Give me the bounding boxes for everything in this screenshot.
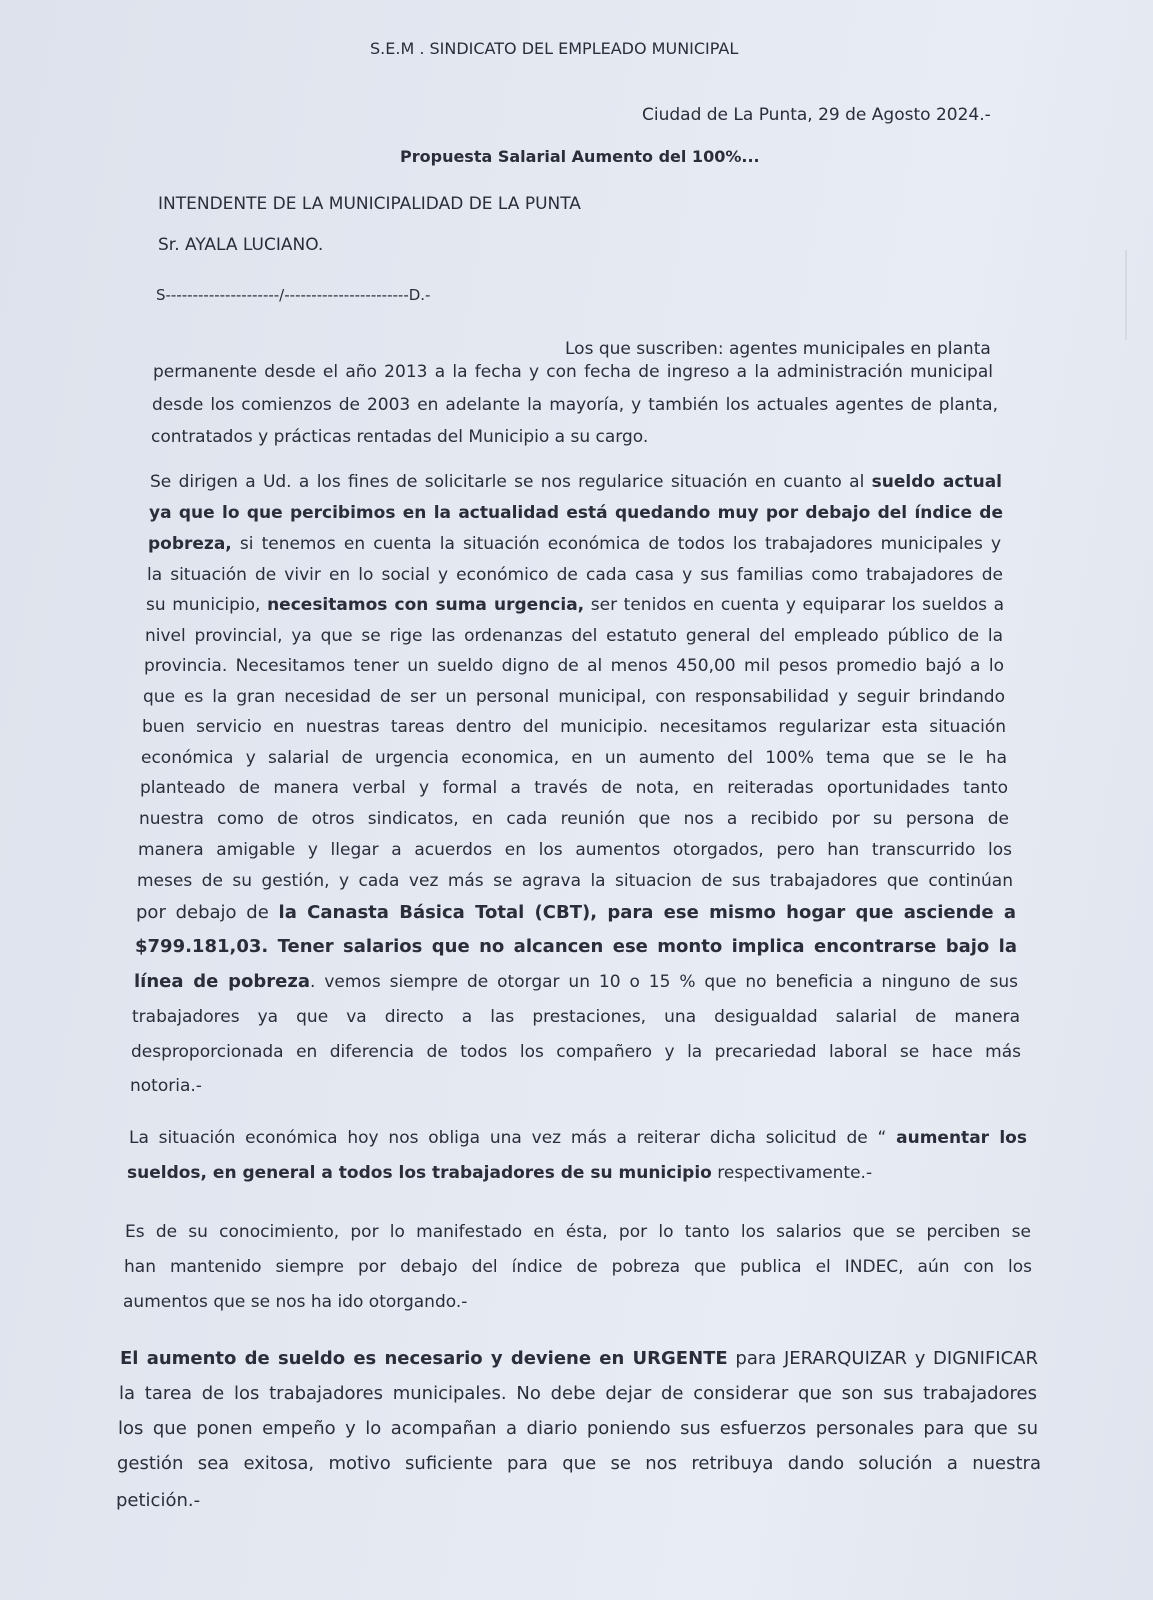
body-line-15 — [136, 902, 1016, 924]
recipient-title: INTENDENTE DE LA MUNICIPALIDAD DE LA PUNTA — [158, 194, 581, 214]
p3-line-2 — [127, 1162, 872, 1184]
body-line-1 — [150, 471, 1002, 493]
body-line-4: la situación de vivir en lo social y económico de cada casa y sus familias como trabajadores de — [147, 565, 1003, 585]
body-line-16 — [135, 936, 1017, 958]
subject-line: Propuesta Salarial Aumento del 100%... — [400, 147, 760, 166]
body-line-2: ya que lo que percibimos en la actualidad está quedando muy por debajo del índice de — [149, 503, 1003, 523]
intro-line-4: contratados y prácticas rentadas del Municipio a su cargo. — [151, 427, 649, 447]
p4-line-2: han mantenido siempre por debajo del índice de pobreza que publica el INDEC, aún con los — [124, 1257, 1032, 1277]
body-emphasis: sueldo actual — [871, 472, 1003, 492]
body-line-11: planteado de manera verbal y formal a través de nota, en reiteradas oportunidades tanto — [140, 778, 1008, 798]
body-text: su municipio, — [146, 595, 268, 615]
recipient-name: Sr. AYALA LUCIANO. — [158, 235, 324, 255]
paper-fold-shadow — [1125, 250, 1127, 340]
body-text: Se dirigen a Ud. a los fines de solicitarle se nos regularice situación en cuanto al — [150, 472, 872, 492]
body-text: si tenemos en cuenta la situación económica de todos los trabajadores municipales y — [231, 534, 1001, 554]
body-emphasis: la Canasta Básica Total (CBT), para ese mismo hogar que asciende a — [278, 902, 1016, 923]
body-line-6: nivel provincial, ya que se rige las ordenanzas del estatuto general del empleado público de la — [145, 626, 1003, 646]
body-emphasis: Tener salarios que no alcancen ese monto implica encontrarse bajo la — [268, 936, 1017, 957]
body-emphasis: pobreza, — [148, 534, 232, 554]
body-line-10: económica y salarial de urgencia economica, en un aumento del 100% tema que se le ha — [141, 748, 1007, 768]
p5-line-3: los que ponen empeño y lo acompañan a diario poniendo sus esfuerzos personales para que su — [118, 1418, 1038, 1439]
body-text: respectivamente.- — [711, 1163, 873, 1183]
body-emphasis: necesitamos con suma urgencia, — [267, 595, 585, 615]
body-text: ser tenidos en cuenta y equiparar los sueldos a — [584, 595, 1004, 615]
intro-line-1: Los que suscriben: agentes municipales en planta — [565, 339, 991, 359]
body-line-9: buen servicio en nuestras tareas dentro del municipio. necesitamos regularizar esta situación — [142, 717, 1006, 737]
body-emphasis: sueldos, en general a todos los trabajadores de su municipio — [127, 1163, 712, 1183]
intro-line-2: permanente desde el año 2013 a la fecha y con fecha de ingreso a la administración municipal — [153, 362, 993, 382]
body-text: La situación económica hoy nos obliga una vez más a reiterar dicha solicitud de “ — [129, 1128, 897, 1148]
body-emphasis: El aumento de sueldo es necesario y deviene en URGENTE — [120, 1348, 728, 1369]
p4-line-3: aumentos que se nos ha ido otorgando.- — [123, 1292, 468, 1312]
salutation: S---------------------/-----------------------D.- — [156, 286, 431, 304]
body-line-8: que es la gran necesidad de ser un personal municipal, con responsabilidad y seguir brindando — [143, 687, 1005, 707]
body-emphasis: línea de pobreza — [134, 971, 311, 992]
body-line-5 — [146, 594, 1004, 616]
body-line-3 — [148, 533, 1001, 555]
p3-line-1 — [129, 1127, 1027, 1149]
body-line-20: notoria.- — [130, 1076, 202, 1096]
body-line-19: desproporcionada en diferencia de todos los compañero y la precariedad laboral se hace más — [131, 1042, 1021, 1062]
body-line-14: meses de su gestión, y cada vez más se agrava la situacion de sus trabajadores que continúan — [137, 871, 1013, 891]
body-text: para JERARQUIZAR y DIGNIFICAR — [727, 1348, 1038, 1369]
cbt-amount: $799.181,03. — [135, 936, 269, 957]
body-emphasis: aumentar los — [896, 1128, 1027, 1148]
body-line-7: provincia. Necesitamos tener un sueldo digno de al menos 450,00 mil pesos promedio bajó a lo — [144, 656, 1004, 676]
body-line-17 — [134, 971, 1018, 993]
body-line-13: manera amigable y llegar a acuerdos en los aumentos otorgados, pero han transcurrido los — [138, 840, 1012, 860]
body-line-18: trabajadores ya que va directo a las prestaciones, una desigualdad salarial de manera — [132, 1007, 1020, 1027]
intro-line-3: desde los comienzos de 2003 en adelante la mayoría, y también los actuales agentes de planta, — [152, 395, 998, 415]
place-date: Ciudad de La Punta, 29 de Agosto 2024.- — [642, 105, 991, 125]
body-text: por debajo de — [136, 902, 279, 923]
p5-line-4: gestión sea exitosa, motivo suficiente para que se nos retribuya dando solución a nuestra — [117, 1453, 1041, 1474]
p5-line-5: petición.- — [116, 1490, 201, 1511]
p4-line-1: Es de su conocimiento, por lo manifestado en ésta, por lo tanto los salarios que se perciben se — [125, 1222, 1031, 1242]
body-line-12: nuestra como de otros sindicatos, en cada reunión que nos a recibido por su persona de — [139, 809, 1009, 829]
body-text: . vemos siempre de otorgar un 10 o 15 % que no beneficia a ninguno de sus — [310, 972, 1018, 992]
p5-line-2: la tarea de los trabajadores municipales. No debe dejar de considerar que son sus trabajadores — [119, 1383, 1037, 1404]
org-header: S.E.M . SINDICATO DEL EMPLEADO MUNICIPAL — [370, 39, 739, 58]
p5-line-1 — [120, 1348, 1038, 1370]
